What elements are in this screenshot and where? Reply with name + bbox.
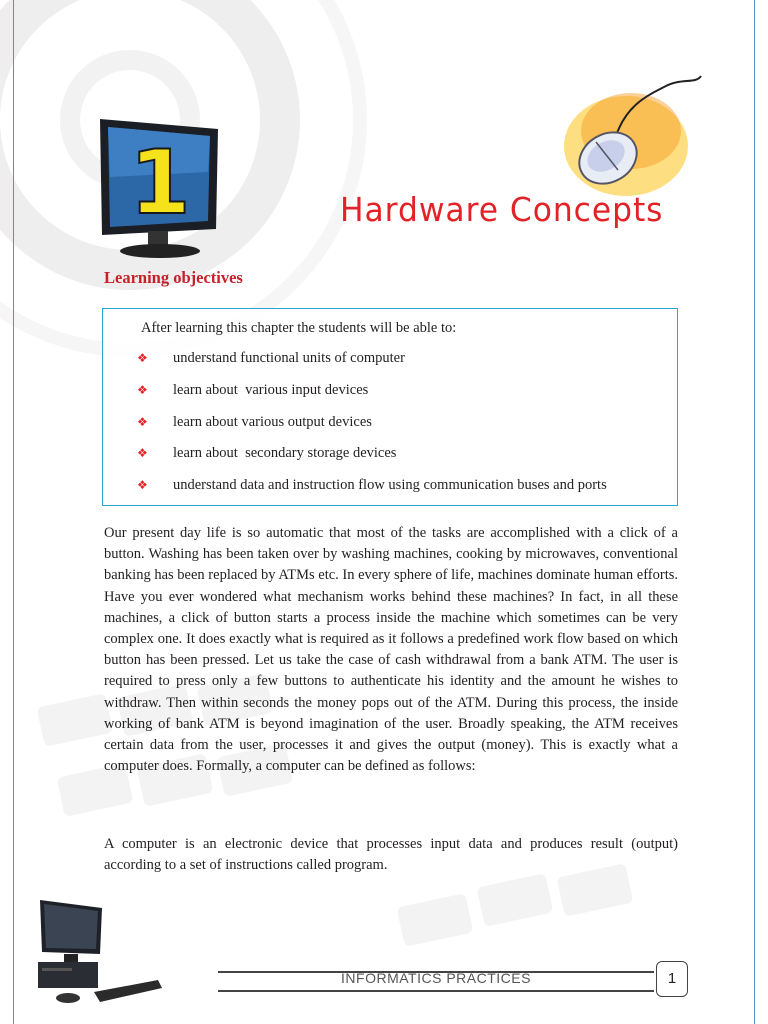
page-frame-right [754, 0, 755, 1024]
diamond-bullet-icon: ❖ [137, 383, 148, 397]
objective-item [137, 477, 607, 494]
objective-item [137, 382, 368, 399]
objective-item [137, 445, 396, 462]
diamond-bullet-icon: ❖ [137, 446, 148, 460]
objective-item [137, 350, 405, 367]
chapter-title: Hardware Concepts [340, 190, 664, 229]
diamond-bullet-icon: ❖ [137, 351, 148, 365]
objective-text: learn about various input devices [173, 382, 369, 398]
computer-mouse-icon [556, 66, 706, 206]
body-paragraph: Our present day life is so automatic that most of the tasks are accomplished with a click of a button. Washing has been taken over by washing machines, cooking by microwaves, conventional banking has been replaced by ATMs etc. In every sphere of life, machines dominate human efforts. Have you ever wondered what mechanism works behind these machines? In fact, in all these machines, a click of button starts a process inside the machine which sometimes can be very complex one. It does exactly what is required as it follows a predefined work flow based on which button has been pressed. Let us take the case of cash withdrawal from a bank ATM. The user is required to press only a few buttons to authenticate his identity and the amount he wishes to withdraw. Then within seconds the money pops out of the ATM. During this process, the inside working of bank ATM is beyond imagination of the user. Broadly speaking, the ATM receives certain data from the user, processes it and gives the output (money). This is exactly what a computer does. Formally, a computer can be defined as follows: [104, 525, 678, 775]
desktop-computer-icon [34, 896, 164, 1008]
diamond-bullet-icon: ❖ [137, 415, 148, 429]
chapter-number: 1 [129, 131, 191, 234]
footer-title: INFORMATICS PRACTICES [341, 970, 531, 986]
diamond-bullet-icon: ❖ [137, 478, 148, 492]
objective-text: learn about secondary storage devices [173, 445, 397, 461]
learning-objectives-box [102, 308, 678, 506]
monitor-chapter-icon [98, 117, 222, 259]
learning-objectives-heading: Learning objectives [104, 268, 243, 287]
footer-rule-bottom [218, 990, 654, 992]
objective-text: learn about various output devices [173, 414, 372, 430]
objectives-intro: After learning this chapter the students will be able to: [141, 320, 457, 336]
objective-text: understand data and instruction flow using communication buses and ports [173, 477, 607, 493]
page-number: 1 [656, 961, 688, 997]
definition-paragraph: A computer is an electronic device that processes input data and produces result (output) according to a set of instructions called program. [104, 836, 678, 874]
objective-text: understand functional units of computer [173, 350, 405, 366]
page-frame-left [13, 0, 14, 1024]
objective-item [137, 414, 372, 431]
